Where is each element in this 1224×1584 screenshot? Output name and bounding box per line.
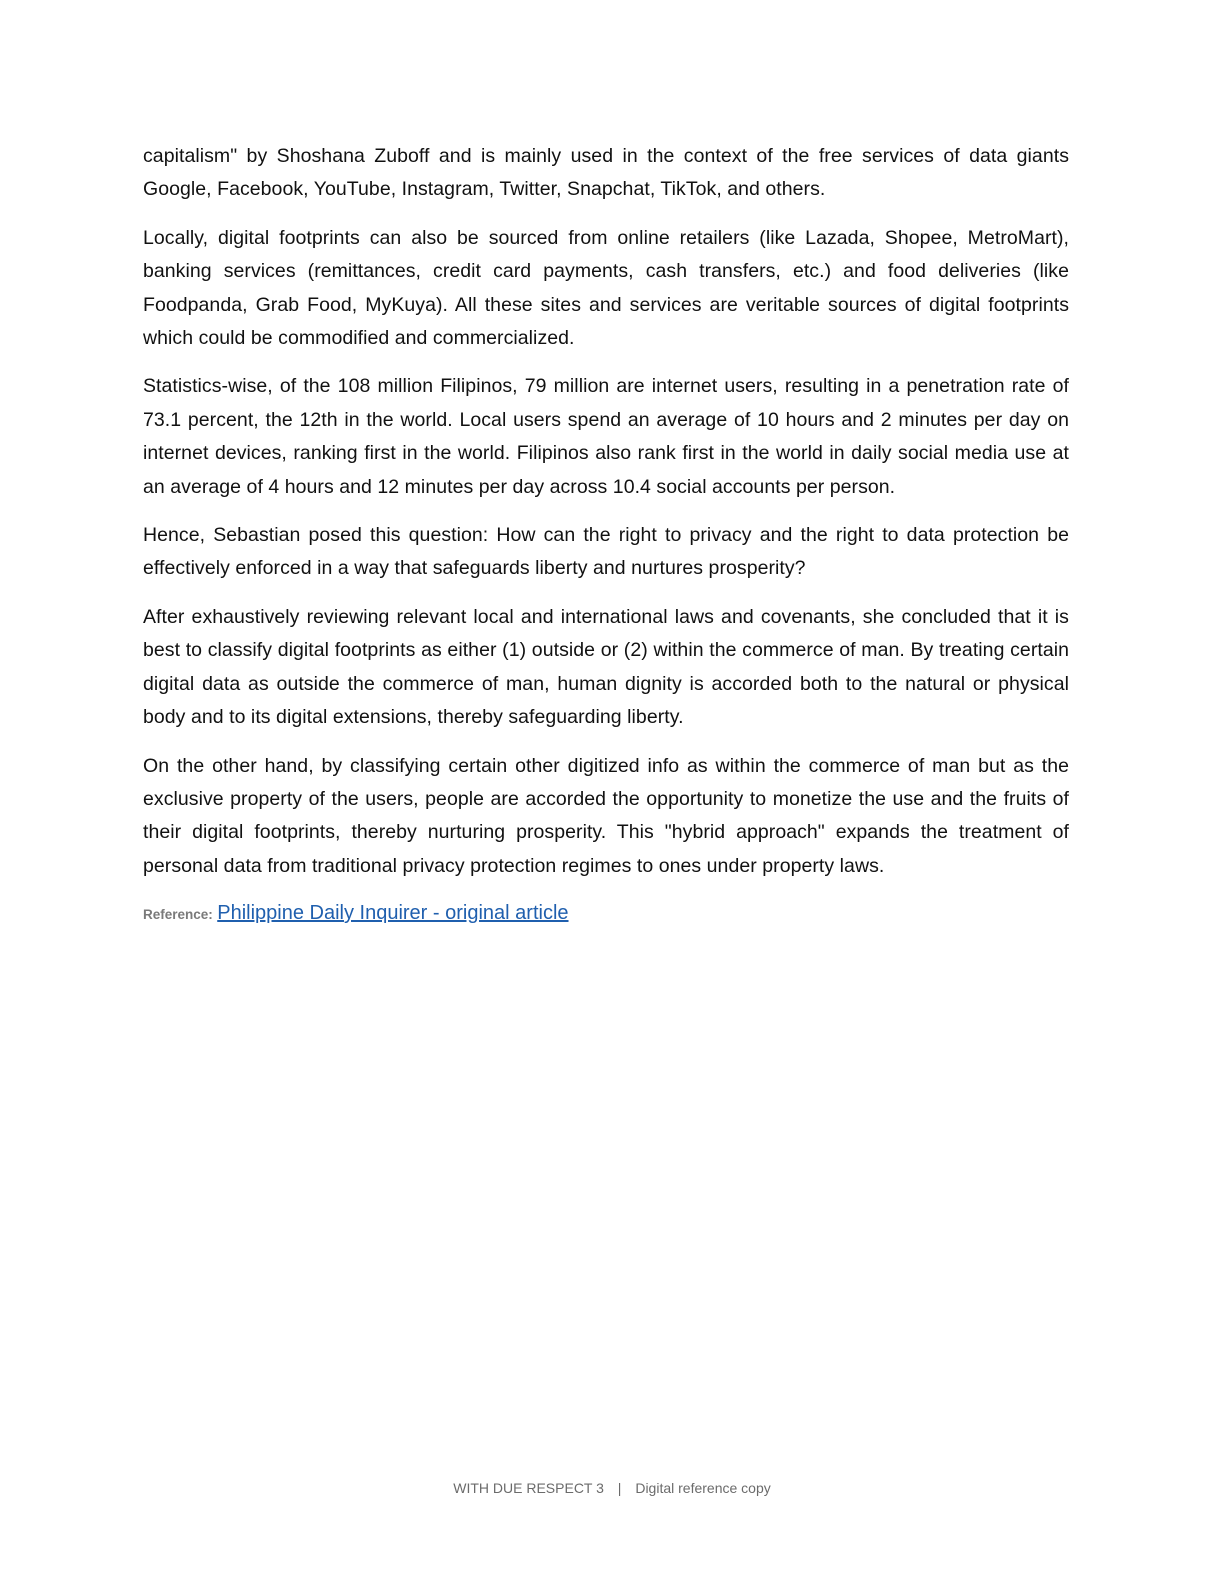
reference-link[interactable]: Philippine Daily Inquirer - original article (217, 902, 569, 925)
reference-label: Reference: (143, 907, 213, 923)
document-body (143, 140, 1069, 930)
paragraph-4: Hence, Sebastian posed this question: How can the right to privacy and the right to data protection be effectively enforced in a way that safeguards liberty and nurtures prosperity? (143, 524, 1069, 580)
paragraph-2: Locally, digital footprints can also be sourced from online retailers (like Lazada, Shopee, MetroMart), banking services (remittances, credit card payments, cash transfers, etc.) and food deliveries (like Foodpanda, Grab Food, MyKuya). All these sites and services are veritable sources of digital footprints which could be commodified and commercialized. (143, 226, 1069, 350)
page-footer (0, 1478, 1224, 1498)
reference-line (143, 898, 1069, 930)
paragraph-3: Statistics-wise, of the 108 million Filipinos, 79 million are internet users, resulting in a penetration rate of 73.1 percent, the 12th in the world. Local users spend an average of 10 hours and 2 minutes per day on internet devices, ranking first in the world. Filipinos also rank first in the world in daily social media use at an average of 4 hours and 12 minutes per day across 10.4 social accounts per person. (143, 375, 1069, 498)
footer-publication: WITH DUE RESPECT 3 (453, 1480, 604, 1496)
paragraph-6: On the other hand, by classifying certain other digitized info as within the commerce of man but as the exclusive property of the users, people are accorded the opportunity to monetize the use and the fruits of their digital footprints, thereby nurturing prosperity. This "hybrid approach" expands the treatment of personal data from traditional privacy protection regimes to ones under property laws. (143, 754, 1069, 877)
footer-copy-label: Digital reference copy (635, 1480, 771, 1496)
paragraph-5: After exhaustively reviewing relevant local and international laws and covenants, she concluded that it is best to classify digital footprints as either (1) outside or (2) within the commerce of man. By treating certain digital data as outside the commerce of man, human dignity is accorded both to the natural or physical body and to its digital extensions, thereby safeguarding liberty. (143, 605, 1069, 729)
paragraph-1: capitalism" by Shoshana Zuboff and is mainly used in the context of the free services of data giants Google, Facebook, YouTube, Instagram, Twitter, Snapchat, TikTok, and others. (143, 145, 1069, 201)
footer-separator: | (617, 1480, 622, 1496)
